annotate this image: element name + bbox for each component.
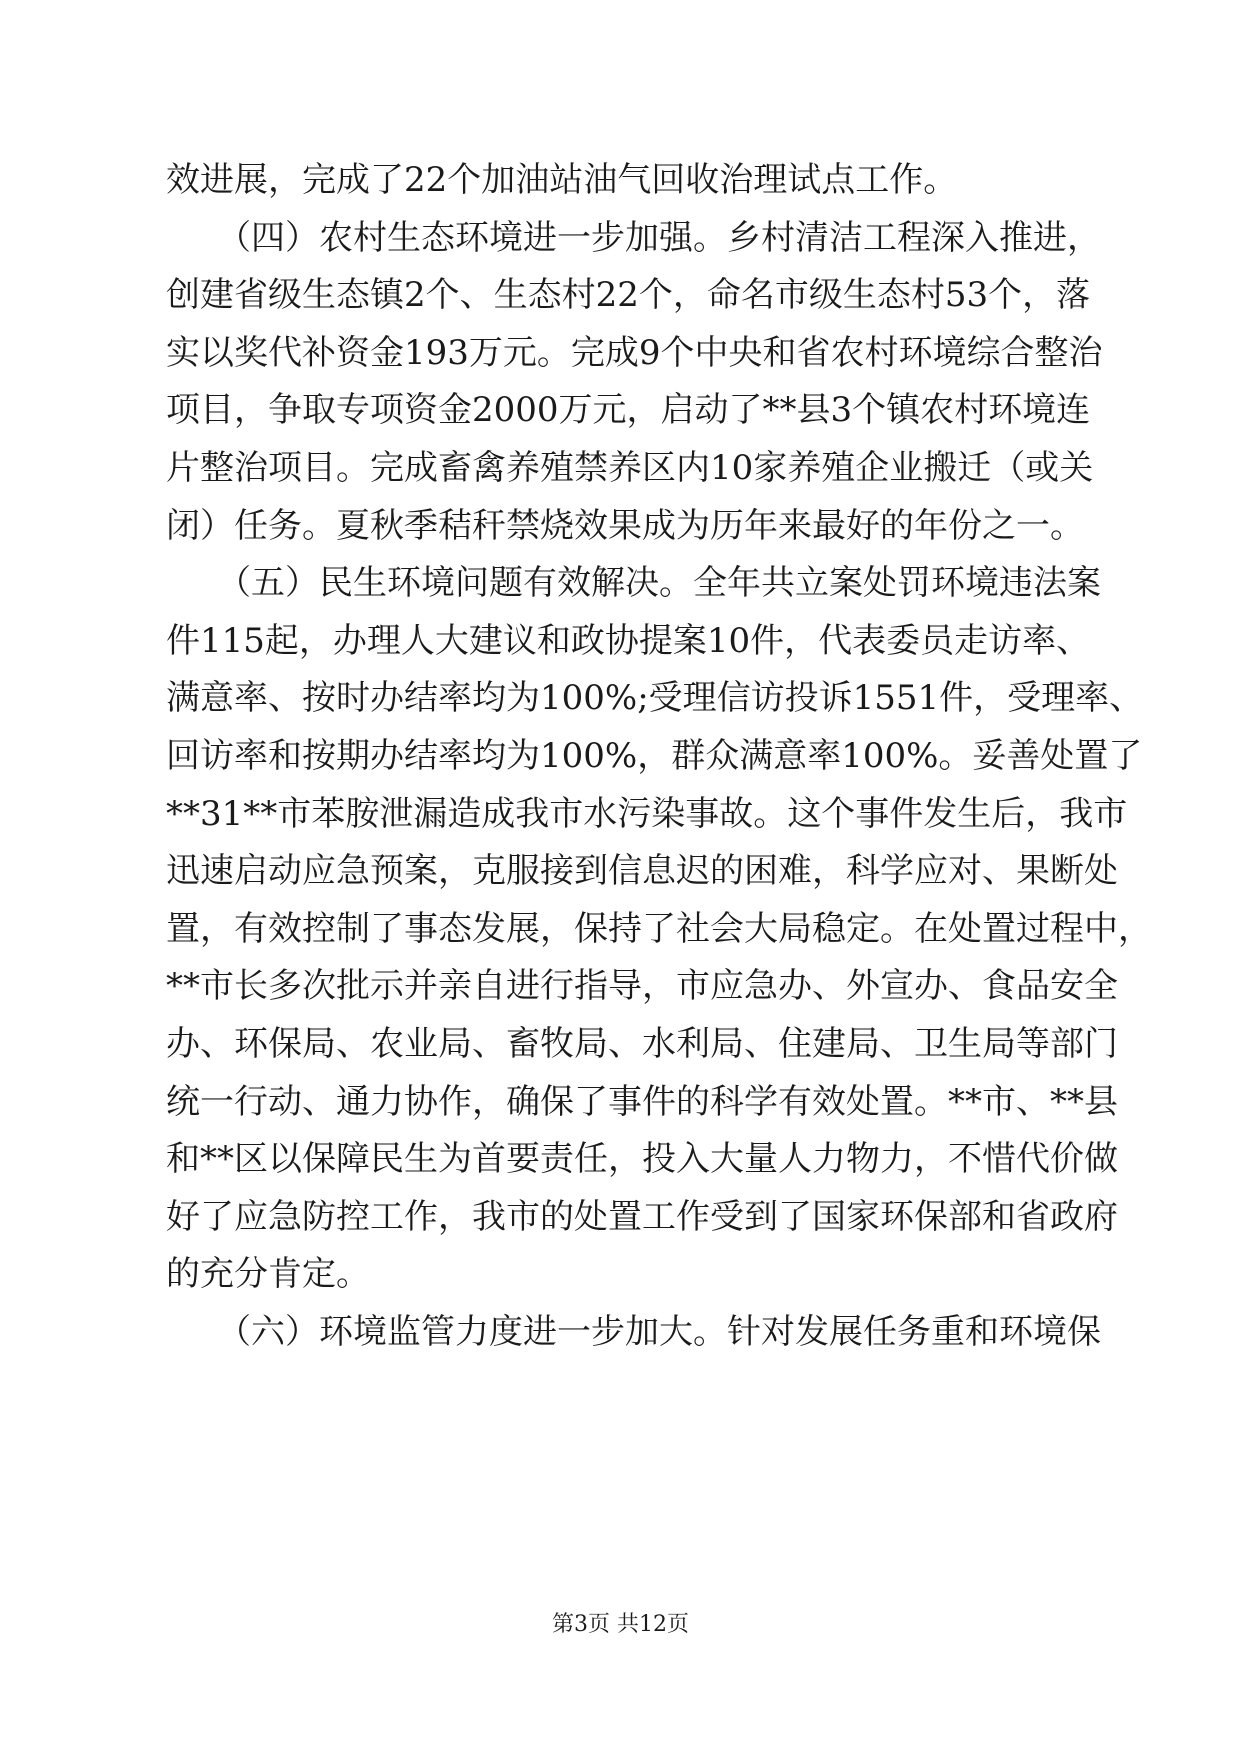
text-line: （六）环境监管力度进一步加大。针对发展任务重和环境保: [166, 1312, 1101, 1352]
text-line: 办、环保局、农业局、畜牧局、水利局、住建局、卫生局等部门: [166, 1024, 1118, 1064]
text-line: 片整治项目。完成畜禽养殖禁养区内10家养殖企业搬迁（或关: [166, 448, 1094, 488]
text-line: 的充分肯定。: [166, 1254, 370, 1295]
text-line: 统一行动、通力协作，确保了事件的科学有效处置。**市、**县: [166, 1081, 1118, 1122]
text-line: **市长多次批示并亲自进行指导，市应急办、外宣办、食品安全: [166, 966, 1118, 1007]
text-line: 置，有效控制了事态发展，保持了社会大局稳定。在处置过程中，: [166, 908, 1152, 949]
text-line: （五）民生环境问题有效解决。全年共立案处罚环境违法案: [166, 563, 1101, 604]
text-line: 实以奖代补资金193万元。完成9个中央和省农村环境综合整治: [166, 332, 1103, 373]
text-line: 好了应急防控工作，我市的处置工作受到了国家环保部和省政府: [166, 1196, 1118, 1237]
text-line: 创建省级生态镇2个、生态村22个，命名市级生态村53个，落: [166, 275, 1091, 316]
text-line: 项目，争取专项资金2000万元，启动了**县3个镇农村环境连: [166, 390, 1091, 431]
text-line: 和**区以保障民生为首要责任，投入大量人力物力，不惜代价做: [166, 1139, 1118, 1180]
text-line: **31**市苯胺泄漏造成我市水污染事故。这个事件发生后，我市: [166, 793, 1128, 834]
text-line: 效进展，完成了22个加油站油气回收治理试点工作。: [166, 160, 958, 200]
text-line: （四）农村生态环境进一步加强。乡村清洁工程深入推进，: [166, 217, 1101, 258]
text-line: 件115起，办理人大建议和政协提案10件，代表委员走访率、: [166, 620, 1091, 661]
text-line: 满意率、按时办结率均为100%;受理信访投诉1551件，受理率、: [166, 678, 1144, 719]
text-line: 迅速启动应急预案，克服接到信息迟的困难，科学应对、果断处: [166, 851, 1118, 892]
text-line: 闭）任务。夏秋季秸秆禁烧效果成为历年来最好的年份之一。: [166, 505, 1084, 546]
text-line: 回访率和按期办结率均为100%，群众满意率100%。妥善处置了: [166, 736, 1143, 776]
page-footer: 第3页 共12页: [552, 1612, 689, 1637]
